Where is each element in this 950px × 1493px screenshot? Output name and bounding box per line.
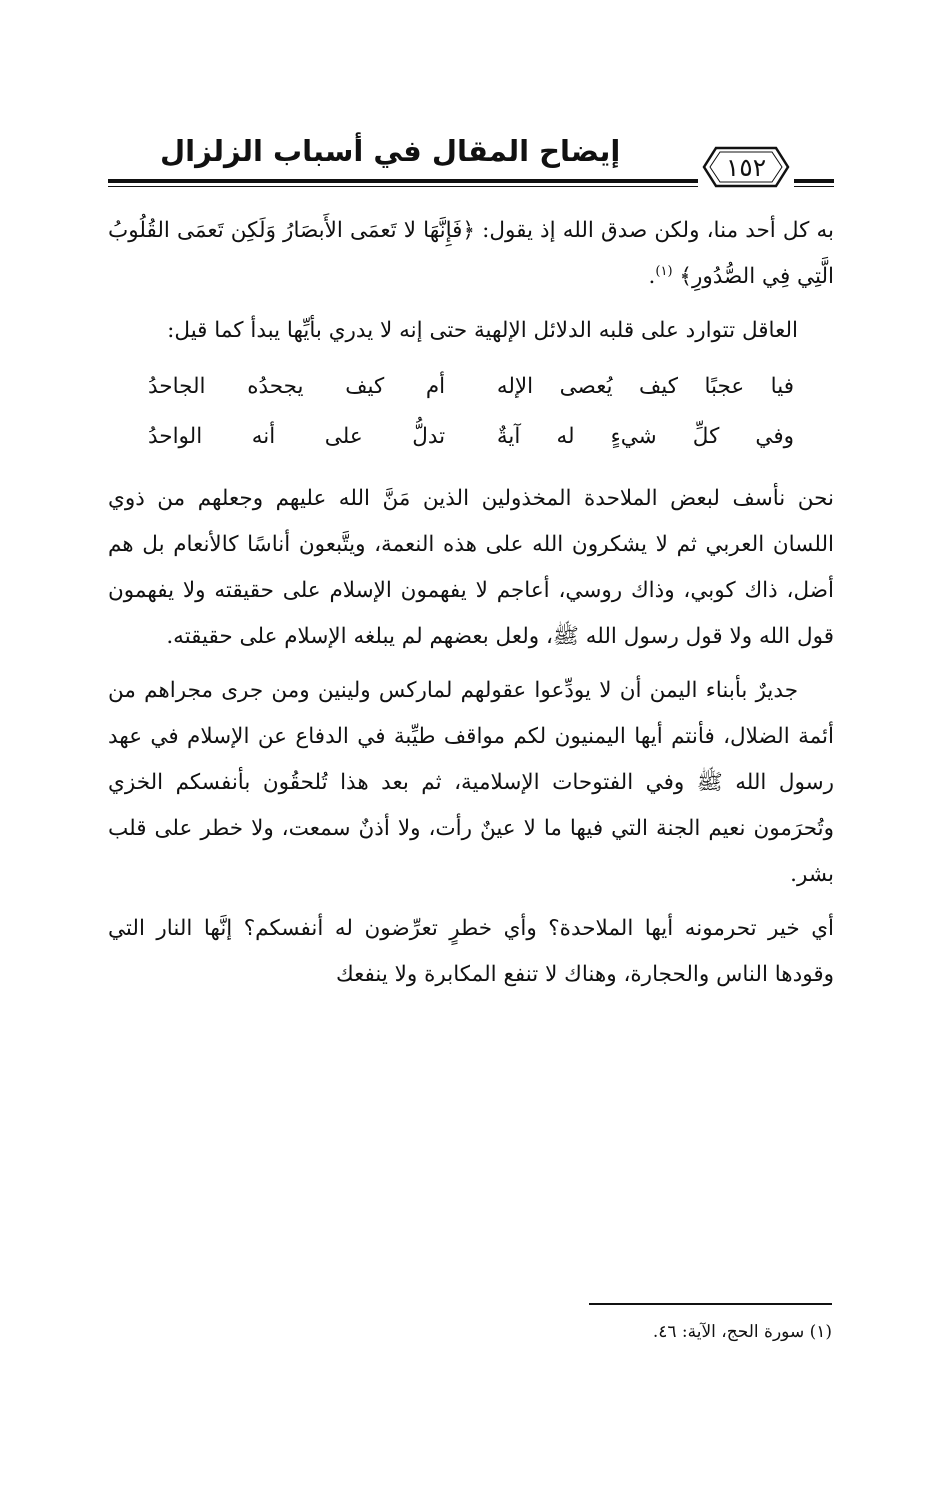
verse-first-hemistich: فيا عجبًا كيف يُعصى الإله (496, 374, 794, 399)
page-number: ١٥٢ (725, 152, 767, 182)
footnote-separator (589, 1303, 832, 1305)
poem-verse (148, 412, 794, 462)
verse-first-hemistich: وفي كلِّ شيءٍ له آيةٌ (496, 424, 794, 449)
page-header (108, 120, 834, 190)
verse-second-hemistich: تدلُّ على أنه الواحدُ (148, 424, 446, 449)
page-body (108, 208, 834, 1006)
paragraph-3: نحن نأسف لبعض الملاحدة المخذولين الذين مَنَّ الله عليهم وجعلهم من ذوي اللسان العربي ثم لا يشكرون الله على هذه النعمة، ويتَّبعون أناسًا كالأنعام بل هم أضل، ذاك كوبي، وذاك روسي، أعاجم لا يفهمون الإسلام على حقيقته ولا يفهمون قول الله ولا قول رسول الله ﷺ، ولعل بعضهم لم يبلغه الإسلام على حقيقته. (108, 486, 834, 649)
verse-second-hemistich: أم كيف يجحدُه الجاحدُ (148, 374, 446, 399)
poem-verse (148, 362, 794, 412)
paragraph-1: به كل أحد منا، ولكن صدق الله إذ يقول: ﴿فَإِنَّهَا لا تَعمَى الأَبصَارُ وَلَكِن تَعمَى القُلُوبُ الَّتِي فِي الصُّدُورِ﴾ $^{(١)}$. (108, 218, 834, 289)
book-title: إيضاح المقال في أسباب الزلزال (160, 134, 621, 168)
paragraph-4: جديرٌ بأبناء اليمن أن لا يودِّعوا عقولهم لماركس ولينين ومن جرى مجراهم من أئمة الضلال، فأنتم أيها اليمنيون لكم مواقف طيِّبة في الدفاع عن الإسلام في عهد رسول الله ﷺ وفي الفتوحات الإسلامية، ثم بعد هذا تُلحقُون بأنفسكم الخزي وتُحرَمون نعيم الجنة التي فيها ما لا عينٌ رأت، ولا أذنٌ سمعت، ولا خطر على قلب بشر. (108, 678, 834, 887)
poem (148, 362, 794, 462)
footnote: (١) سورة الحج، الآية: ٤٦. (652, 1322, 832, 1342)
paragraph-5: أي خير تحرمونه أيها الملاحدة؟ وأي خطرٍ تعرِّضون له أنفسكم؟ إنَّها النار التي وقودها الناس والحجارة، وهناك لا تنفع المكابرة ولا ينفعك (108, 916, 834, 987)
page-number-badge (698, 142, 794, 192)
footnote-reference[interactable]: (١) (655, 263, 673, 279)
paragraph-2: العاقل تتوارد على قلبه الدلائل الإلهية حتى إنه لا يدري بأيِّها يبدأ كما قيل: (167, 318, 798, 343)
